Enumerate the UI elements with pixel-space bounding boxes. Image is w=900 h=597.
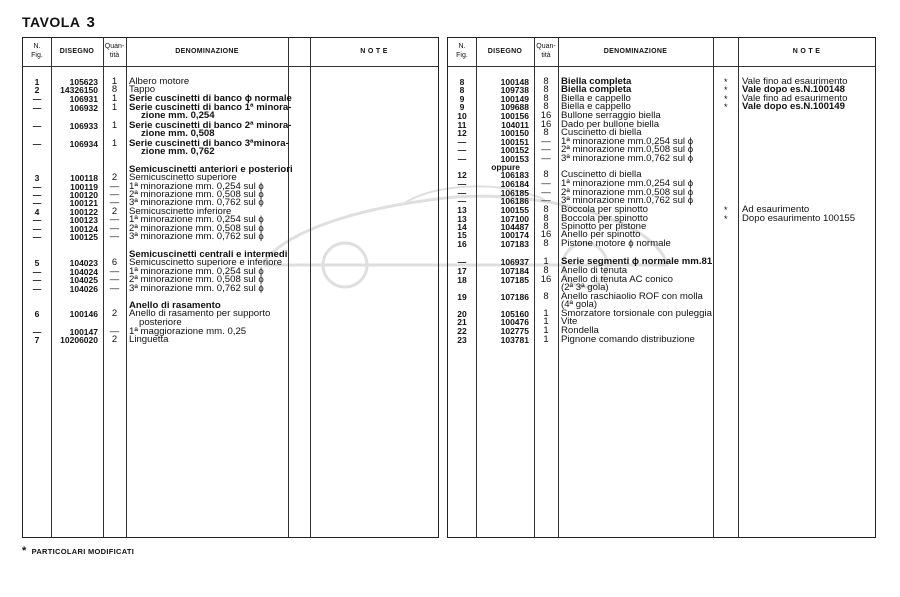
row-quantity: 8: [543, 238, 549, 249]
header-fig: [23, 42, 51, 60]
row-description: Pignone comando distribuzione: [561, 334, 695, 345]
row-description: Serie segmenti ϕ normale mm.81: [561, 256, 713, 267]
row-description: 3ª minorazione mm. 0,762 sul ϕ: [129, 231, 264, 242]
footer-text: PARTICOLARI MODIFICATI: [31, 547, 135, 556]
row-quantity: 8: [543, 221, 549, 232]
row-drawing-code: 100125: [69, 232, 98, 242]
header-divider: [23, 66, 438, 67]
row-quantity: 8: [543, 93, 549, 104]
header-fig-line2: Fig.: [31, 52, 43, 59]
row-drawing-code: 100147: [69, 327, 98, 337]
column-divider: [713, 38, 714, 537]
row-quantity: 8: [111, 84, 118, 95]
row-quantity: 8: [543, 127, 549, 138]
left-table: [22, 37, 439, 538]
row-fig-number: 13: [457, 205, 467, 215]
row-description: 1ª minorazione mm.0,254 sul ϕ: [561, 136, 694, 147]
footer-legend: [22, 545, 134, 557]
row-fig-number: 6: [34, 309, 40, 319]
row-quantity: 2: [111, 334, 118, 345]
row-drawing-code: 100151: [500, 137, 529, 147]
header-name: DENOMINAZIONE: [603, 48, 668, 55]
row-quantity: 1: [543, 334, 549, 345]
row-description: Cuscinetto di biella: [561, 127, 642, 138]
row-fig-number: —: [32, 182, 42, 192]
row-drawing-code: 105160: [500, 309, 529, 319]
row-drawing-code: 106931: [69, 94, 98, 104]
row-quantity: —: [109, 214, 120, 225]
row-drawing-code: 107183: [500, 239, 529, 249]
column-divider: [738, 38, 739, 537]
header-qty-line2: tità: [541, 52, 551, 59]
row-fig-number: —: [32, 103, 42, 113]
row-fig-number: 21: [457, 317, 467, 327]
row-quantity: 1: [111, 120, 118, 131]
row-drawing-code: 103781: [500, 335, 529, 345]
row-drawing-code: 100149: [500, 94, 529, 104]
row-fig-number: 12: [457, 170, 467, 180]
row-drawing-code: 104024: [69, 267, 98, 277]
footer-star: *: [22, 545, 27, 557]
row-fig-number: —: [32, 190, 42, 200]
row-fig-number: 10: [457, 111, 467, 121]
row-quantity: 8: [543, 265, 549, 276]
row-quantity: 8: [543, 76, 549, 87]
row-description: 1ª minorazione mm.0,254 sul ϕ: [561, 178, 694, 189]
row-drawing-code: 107100: [500, 214, 529, 224]
header-qty: [103, 42, 126, 60]
row-description: Biella completa: [561, 84, 632, 95]
header-divider: [448, 66, 875, 67]
row-description: Linguetta: [129, 334, 169, 345]
row-drawing-code: 10206020: [60, 335, 98, 345]
row-quantity: 1: [111, 93, 118, 104]
row-drawing-code: 107186: [500, 292, 529, 302]
row-fig-number: 4: [34, 207, 40, 217]
row-quantity: —: [541, 136, 551, 147]
row-fig-number: —: [32, 267, 42, 277]
row-description: Serie cuscinetti di banco 2ª minora-: [129, 120, 292, 131]
row-fig-number: —: [457, 257, 467, 267]
row-quantity: 16: [540, 110, 552, 121]
row-description: Albero motore: [129, 76, 190, 87]
row-description: Biella e cappello: [561, 93, 631, 104]
row-fig-number: 14: [457, 222, 467, 232]
row-drawing-code: 100150: [500, 128, 529, 138]
header-drawing: DISEGNO: [59, 48, 95, 55]
column-divider: [558, 38, 559, 537]
row-description: Boccola per spinotto: [561, 213, 648, 224]
row-description: Bullone serraggio biella: [561, 110, 661, 121]
table-number: 3: [86, 14, 96, 31]
row-fig-number: 20: [457, 309, 467, 319]
header-fig: [448, 42, 476, 60]
row-fig-number: —: [32, 215, 42, 225]
row-description: 1ª minorazione mm. 0,254 sul ϕ: [129, 266, 264, 277]
row-quantity: 2: [111, 308, 118, 319]
row-drawing-code: 14326150: [60, 85, 98, 95]
row-quantity: —: [109, 189, 120, 200]
row-drawing-code: 100476: [500, 317, 529, 327]
row-drawing-code: 107184: [500, 266, 529, 276]
row-fig-number: 2: [34, 85, 40, 95]
row-quantity: —: [109, 181, 120, 192]
header-fig-line2: Fig.: [456, 52, 468, 59]
row-fig-number: —: [457, 179, 467, 189]
row-quantity: 2: [111, 172, 118, 183]
row-description: Anello di tenuta: [561, 265, 628, 276]
header-fig-line1: N.: [33, 43, 41, 50]
row-quantity: 16: [540, 229, 552, 240]
row-description: Anello di rasamento: [129, 300, 221, 311]
row-description: 3ª minorazione mm. 0,762 sul ϕ: [129, 197, 264, 208]
row-drawing-code: 106937: [500, 257, 529, 267]
row-fig-number: —: [32, 327, 42, 337]
row-drawing-code: 109688: [500, 102, 529, 112]
modified-star: *: [724, 94, 728, 104]
row-description: 2ª minorazione mm. 0,508 sul ϕ: [129, 223, 264, 234]
row-description: Semicuscinetti anteriori e posteriori: [129, 164, 293, 175]
row-drawing-code: 100123: [69, 215, 98, 225]
row-fig-number: —: [32, 198, 42, 208]
page-title: [22, 14, 95, 31]
row-quantity: 1: [543, 325, 549, 336]
header-qty-line1: Quan-: [104, 43, 125, 50]
header-drawing: DISEGNO: [487, 48, 523, 55]
row-fig-number: —: [457, 188, 467, 198]
row-description: Spinotto per pistone: [561, 221, 647, 232]
row-note: Ad esaurimento: [742, 204, 810, 215]
row-description: Cuscinetto di biella: [561, 169, 642, 180]
row-description: Biella e cappello: [561, 101, 631, 112]
row-quantity: 8: [543, 101, 549, 112]
row-fig-number: —: [32, 275, 42, 285]
header-fig-line1: N.: [458, 43, 466, 50]
row-fig-number: 8: [459, 85, 465, 95]
row-drawing-code: 100119: [70, 182, 98, 192]
row-drawing-code: 105623: [69, 77, 98, 87]
column-divider: [126, 38, 127, 537]
row-description: 1ª maggiorazione mm. 0,25: [129, 326, 247, 337]
row-description: Smorzatore torsionale con puleggia: [561, 308, 712, 319]
row-description: Semicuscinetto superiore e inferiore: [129, 257, 283, 268]
row-drawing-code: 104025: [69, 275, 98, 285]
row-description: 2ª minorazione mm.0,508 sul ϕ: [561, 187, 694, 198]
row-quantity: 8: [543, 84, 549, 95]
row-quantity: 8: [543, 213, 549, 224]
row-description: Vite: [561, 316, 578, 327]
row-quantity: —: [541, 153, 551, 164]
row-quantity: —: [109, 326, 120, 337]
row-quantity: —: [109, 231, 120, 242]
row-fig-number: 8: [459, 77, 465, 87]
row-description: (2ª 3ª gola): [561, 282, 609, 293]
row-note: Vale dopo es.N.100148: [742, 84, 845, 95]
row-description: posteriore: [139, 317, 182, 328]
row-quantity: 1: [543, 316, 549, 327]
row-drawing-code: 106186: [500, 196, 529, 206]
row-drawing-code: 100124: [69, 224, 98, 234]
row-drawing-code: 106932: [69, 103, 98, 113]
row-quantity: 6: [111, 257, 118, 268]
title-label: TAVOLA: [22, 14, 81, 30]
row-quantity: 1: [111, 76, 118, 87]
row-drawing-code: 106933: [69, 121, 98, 131]
row-drawing-code: 100146: [69, 309, 98, 319]
row-quantity: 1: [543, 256, 549, 267]
modified-star: *: [724, 205, 728, 215]
row-quantity: —: [541, 187, 551, 198]
row-drawing-code: 107185: [500, 275, 529, 285]
row-description: Serie cuscinetti di banco ϕ normale: [129, 93, 292, 104]
row-description: Boccola per spinotto: [561, 204, 648, 215]
row-description: zione mm. 0,508: [141, 128, 215, 139]
row-fig-number: 11: [457, 120, 467, 130]
row-quantity: —: [109, 223, 120, 234]
row-description: Pistone motore ϕ normale: [561, 238, 671, 249]
row-description: 2ª minorazione mm.0,508 sul ϕ: [561, 144, 694, 155]
row-fig-number: 17: [457, 266, 467, 276]
row-fig-number: 3: [34, 173, 40, 183]
row-drawing-code: 104023: [69, 258, 98, 268]
row-description: 2ª minorazione mm. 0,508 sul ϕ: [129, 189, 264, 200]
row-description: Anello raschiaolio ROF con molla: [561, 291, 703, 302]
modified-star: *: [724, 85, 728, 95]
row-description: Semicuscinetto superiore: [129, 172, 237, 183]
row-drawing-code: 104011: [501, 120, 529, 130]
row-quantity: —: [109, 266, 120, 277]
row-quantity: 2: [111, 206, 118, 217]
row-drawing-code: 104487: [500, 222, 529, 232]
row-quantity: 8: [543, 204, 549, 215]
row-quantity: —: [541, 178, 551, 189]
row-fig-number: 9: [459, 102, 465, 112]
row-description: 1ª minorazione mm. 0,254 sul ϕ: [129, 214, 264, 225]
row-fig-number: 9: [459, 94, 465, 104]
row-fig-number: —: [457, 145, 467, 155]
right-table: [447, 37, 876, 538]
row-fig-number: 22: [457, 326, 467, 336]
row-fig-number: —: [32, 224, 42, 234]
header-qty-line1: Quan-: [536, 43, 556, 50]
row-description: Semicuscinetti centrali e intermedi: [129, 249, 288, 260]
row-drawing-code: 104026: [69, 284, 98, 294]
row-fig-number: 18: [457, 275, 467, 285]
row-description: 3ª minorazione mm.0,762 sul ϕ: [561, 153, 694, 164]
row-description: 3ª minorazione mm. 0,762 sul ϕ: [129, 283, 264, 294]
row-drawing-code: 100121: [69, 198, 98, 208]
row-fig-number: 5: [34, 258, 40, 268]
row-quantity: —: [541, 144, 551, 155]
row-description: Anello per spinotto: [561, 229, 641, 240]
row-note: Vale dopo es.N.100149: [742, 101, 845, 112]
row-fig-number: —: [32, 94, 42, 104]
row-fig-number: 23: [457, 335, 467, 345]
row-description: zione mm. 0,762: [141, 146, 215, 157]
row-description: Biella completa: [561, 76, 632, 87]
row-description: Serie cuscinetti di banco 1ª minora-: [129, 102, 292, 113]
row-quantity: 16: [540, 119, 552, 130]
row-drawing-code: 100174: [500, 230, 529, 240]
row-quantity: 8: [543, 291, 549, 302]
row-description: zione mm. 0,254: [141, 110, 215, 121]
modified-star: *: [724, 77, 728, 87]
row-fig-number: 19: [457, 292, 467, 302]
row-description: (4ª gola): [561, 299, 598, 310]
row-fig-number: —: [32, 232, 42, 242]
row-drawing-code: 100156: [500, 111, 529, 121]
alternative-label: oppure: [491, 162, 520, 172]
row-note: Vale fino ad esaurimento: [742, 93, 848, 104]
column-divider: [310, 38, 311, 537]
column-divider: [51, 38, 52, 537]
row-quantity: 16: [540, 274, 552, 285]
row-quantity: —: [109, 274, 120, 285]
row-quantity: —: [109, 197, 120, 208]
row-description: 2ª minorazione mm. 0,508 sul ϕ: [129, 274, 264, 285]
row-fig-number: 13: [457, 214, 467, 224]
row-drawing-code: 100118: [70, 173, 98, 183]
header-qty: [534, 42, 558, 60]
row-fig-number: —: [32, 139, 42, 149]
row-note: Vale fino ad esaurimento: [742, 76, 848, 87]
column-divider: [476, 38, 477, 537]
modified-star: *: [724, 214, 728, 224]
modified-star: *: [724, 102, 728, 112]
row-description: Anello di rasamento per supporto: [129, 308, 271, 319]
row-drawing-code: 100155: [500, 205, 529, 215]
row-description: Anello di tenuta AC conico: [561, 274, 674, 285]
row-drawing-code: 109738: [500, 85, 529, 95]
row-drawing-code: 102775: [500, 326, 529, 336]
row-description: Rondella: [561, 325, 599, 336]
row-fig-number: —: [32, 121, 42, 131]
row-drawing-code: 100152: [500, 145, 529, 155]
row-description: Dado per bullone biella: [561, 119, 660, 130]
row-drawing-code: 100120: [69, 190, 98, 200]
row-quantity: —: [541, 195, 551, 206]
row-description: Tappo: [129, 84, 156, 95]
row-description: 3ª minorazione mm.0,762 sul ϕ: [561, 195, 694, 206]
row-quantity: 8: [543, 169, 549, 180]
row-fig-number: 1: [34, 77, 40, 87]
row-fig-number: —: [457, 154, 467, 164]
row-drawing-code: 106934: [69, 139, 98, 149]
header-qty-line2: tità: [109, 52, 120, 59]
row-drawing-code: 100148: [500, 77, 529, 87]
header-name: DENOMINAZIONE: [175, 48, 239, 55]
header-notes: N O T E: [360, 48, 388, 55]
row-fig-number: 16: [457, 239, 467, 249]
row-fig-number: 12: [457, 128, 467, 138]
row-drawing-code: 100153: [500, 154, 529, 164]
row-drawing-code: 106184: [500, 179, 529, 189]
row-drawing-code: 106185: [500, 188, 529, 198]
row-quantity: 1: [543, 308, 549, 319]
row-fig-number: —: [32, 284, 42, 294]
row-description: Serie cuscinetti di banco 3ªminora-: [129, 138, 289, 149]
row-drawing-code: 106183: [500, 170, 529, 180]
row-fig-number: 15: [457, 230, 467, 240]
row-description: 1ª minorazione mm. 0,254 sul ϕ: [129, 181, 264, 192]
row-fig-number: —: [457, 137, 467, 147]
row-description: Semicuscinetto inferiore: [129, 206, 232, 217]
header-notes: N O T E: [792, 48, 821, 55]
row-quantity: 1: [111, 138, 118, 149]
row-fig-number: 7: [34, 335, 40, 345]
row-drawing-code: 100122: [69, 207, 98, 217]
row-quantity: —: [109, 283, 120, 294]
row-quantity: 1: [111, 102, 118, 113]
row-fig-number: —: [457, 196, 467, 206]
row-note: Dopo esaurimento 100155: [742, 213, 856, 224]
